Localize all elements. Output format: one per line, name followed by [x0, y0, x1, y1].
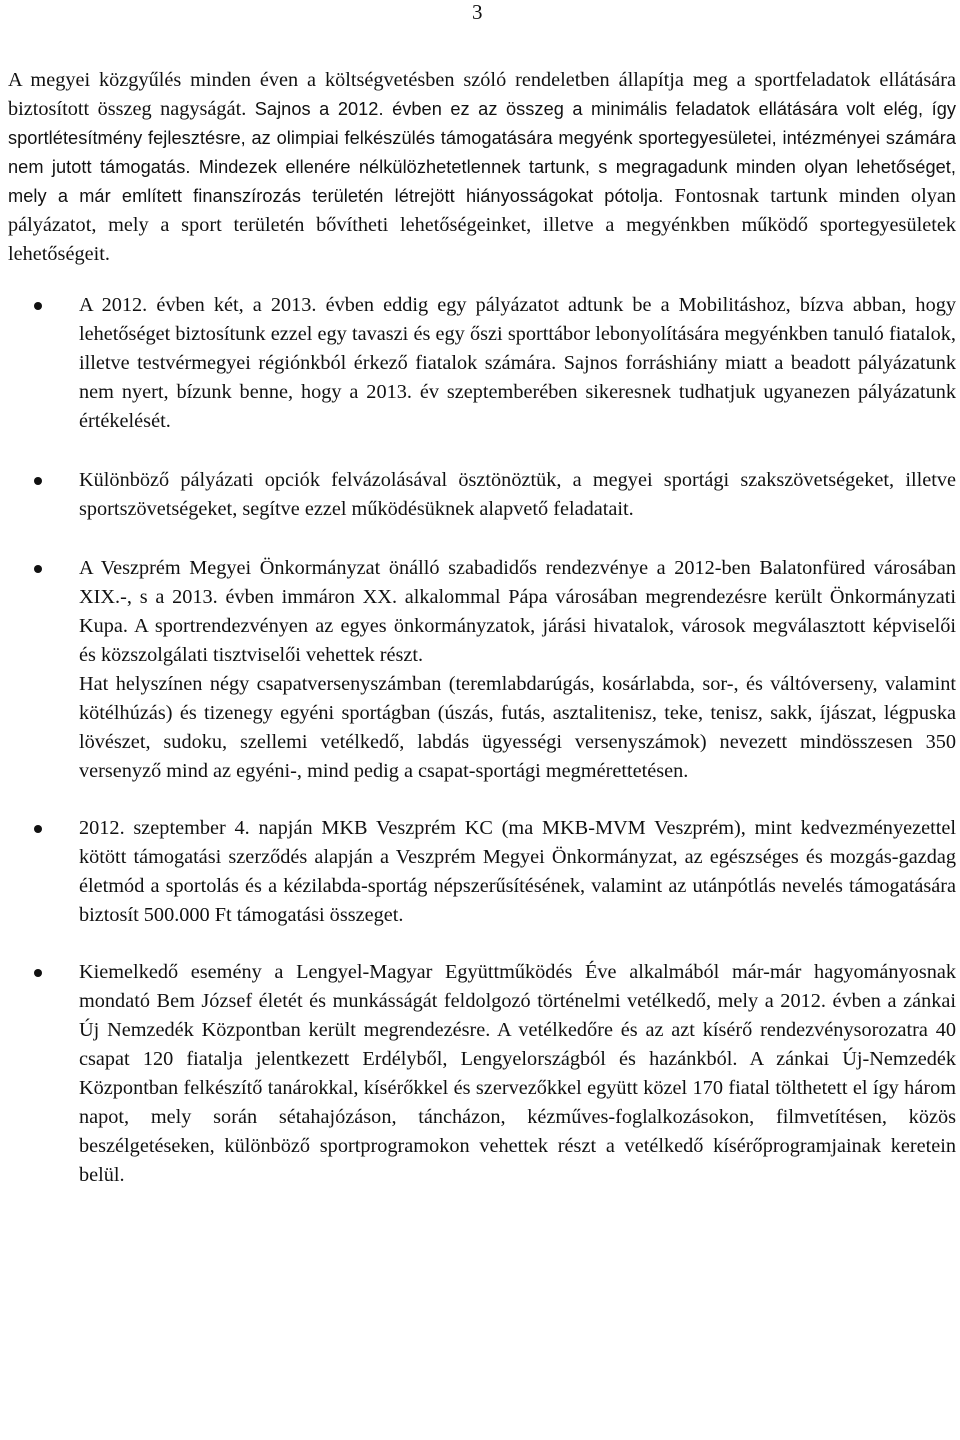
bullet-icon	[34, 565, 42, 573]
bullet-paragraph: 2012. szeptember 4. napján MKB Veszprém KC (ma MKB-MVM Veszprém), mint kedvezményezettel kötött támogatási szerződés alapján a Veszprém Megyei Önkormányzat, az egészséges és mozgás-gazdag életmód a sportolás és a kézilabda-sportág népszerűsítésének, valamint az utánpótlás nevelés támogatására biztosít 500.000 Ft támogatási összeget.	[79, 817, 956, 926]
bullet-icon	[34, 477, 42, 485]
bullet-paragraph-2: Hat helyszínen négy csapatversenyszámban (teremlabdarúgás, kosárlabda, sor-, és váltóverseny, valamint kötélhúzás) és tizenegy egyéni sportágban (úszás, futás, asztalitenisz, teke, tenisz, sakk, íjászat, légpuska lövészet, sudoku, szellemi vetélkedő, labdás ügyességi versenyszámok) nevezett mindösszesen 350 versenyző mind az egyéni-, mind pedig a csapat-sportági megmérettetésen.	[79, 673, 956, 782]
intro-paragraph	[8, 66, 956, 269]
bullet-icon	[34, 969, 42, 977]
bullet-item-lengyel-magyar	[8, 958, 956, 1190]
intro-text-serif: A megyei közgyűlés minden éven a költségvetésben szóló rendeletben állapítja meg a sportfeladatok ellátására biztosított összeg nagyságát.	[8, 69, 956, 120]
page-number: 3	[472, 0, 483, 24]
bullet-paragraph: A Veszprém Megyei Önkormányzat önálló szabadidős rendezvénye a 2012-ben Balatonfüred városában XIX.-, s a 2013. évben immáron XX. alkalommal Pápa városában megrendezésre került Önkormányzati Kupa. A sportrendezvényen az egyes önkormányzatok, járási hivatalok, városok megválasztott képviselői és közszolgálati tisztviselői vehettek részt.	[79, 557, 956, 666]
intro-text-serif-2: Fontosnak tartunk minden olyan pályázatot, mely a sport területén bővítheti lehetőségeinket, illetve a megyénkben működő sportegyesületek lehetőségeit.	[8, 185, 956, 265]
bullet-paragraph: A 2012. évben két, a 2013. évben eddig egy pályázatot adtunk be a Mobilitáshoz, bízva abban, hogy lehetőséget biztosítunk ezzel egy tavaszi és egy őszi sporttábor lebonyolítására megyénkben tanuló fiatalok, illetve testvérmegyei régiónkból érkező fiatalok számára. Sajnos forráshiány miatt a beadott pályázatunk nem nyert, bízunk benne, hogy a 2013. év szeptemberében sikeresnek tudhatjuk ugyanezen pályázatunk értékelését.	[79, 294, 956, 432]
bullet-icon	[34, 302, 42, 310]
bullet-item-mobilitas	[8, 291, 956, 436]
bullet-paragraph: Kiemelkedő esemény a Lengyel-Magyar Együttműködés Éve alkalmából már-már hagyományosnak mondató Bem József életét és munkásságát feldolgozó történelmi vetélkedő, mely a 2012. évben a zánkai Új Nemzedék Központban került megrendezésre. A vetélkedőre és az azt kísérő rendezvénysorozatra 40 csapat 120 fiatalja jelentkezett Erdélyből, Lengyelországból és hazánkból. A zánkai Új-Nemzedék Központban felkészítő tanárokkal, kísérőkkel és szervezőkkel együtt közel 170 fiatal tölthetett el így három napot, mely során sétahajózáson, táncházon, kézműves-foglalkozásokon, filmvetítésen, közös beszélgetéseken, különböző sportprogramokon vehettek részt a vetélkedő kísérőprogramjainak keretein belül.	[79, 961, 956, 1186]
bullet-list	[8, 291, 956, 1190]
bullet-item-onkormanyzati-kupa	[8, 554, 956, 786]
bullet-paragraph: Különböző pályázati opciók felvázolásával ösztönöztük, a megyei sportági szakszövetségeket, illetve sportszövetségeket, segítve ezzel működésüknek alapvető feladatait.	[79, 469, 956, 520]
bullet-item-mkb-veszprem	[8, 814, 956, 930]
page-content	[8, 66, 956, 1190]
bullet-icon	[34, 825, 42, 833]
intro-text-sans: Sajnos a 2012. évben ez az összeg a minimális feladatok ellátására volt elég, így sportlétesítmény fejlesztésre, az olimpiai felkészülés támogatására megyénk sportegyesületei, intézményei számára nem jutott támogatás. Mindezek ellenére nélkülözhetetlennek tartunk, s megragadunk minden olyan lehetőséget, mely a már említett finanszírozás területén létrejött hiányosságokat pótolja.	[8, 99, 956, 206]
bullet-item-palyazati-opciok	[8, 466, 956, 524]
